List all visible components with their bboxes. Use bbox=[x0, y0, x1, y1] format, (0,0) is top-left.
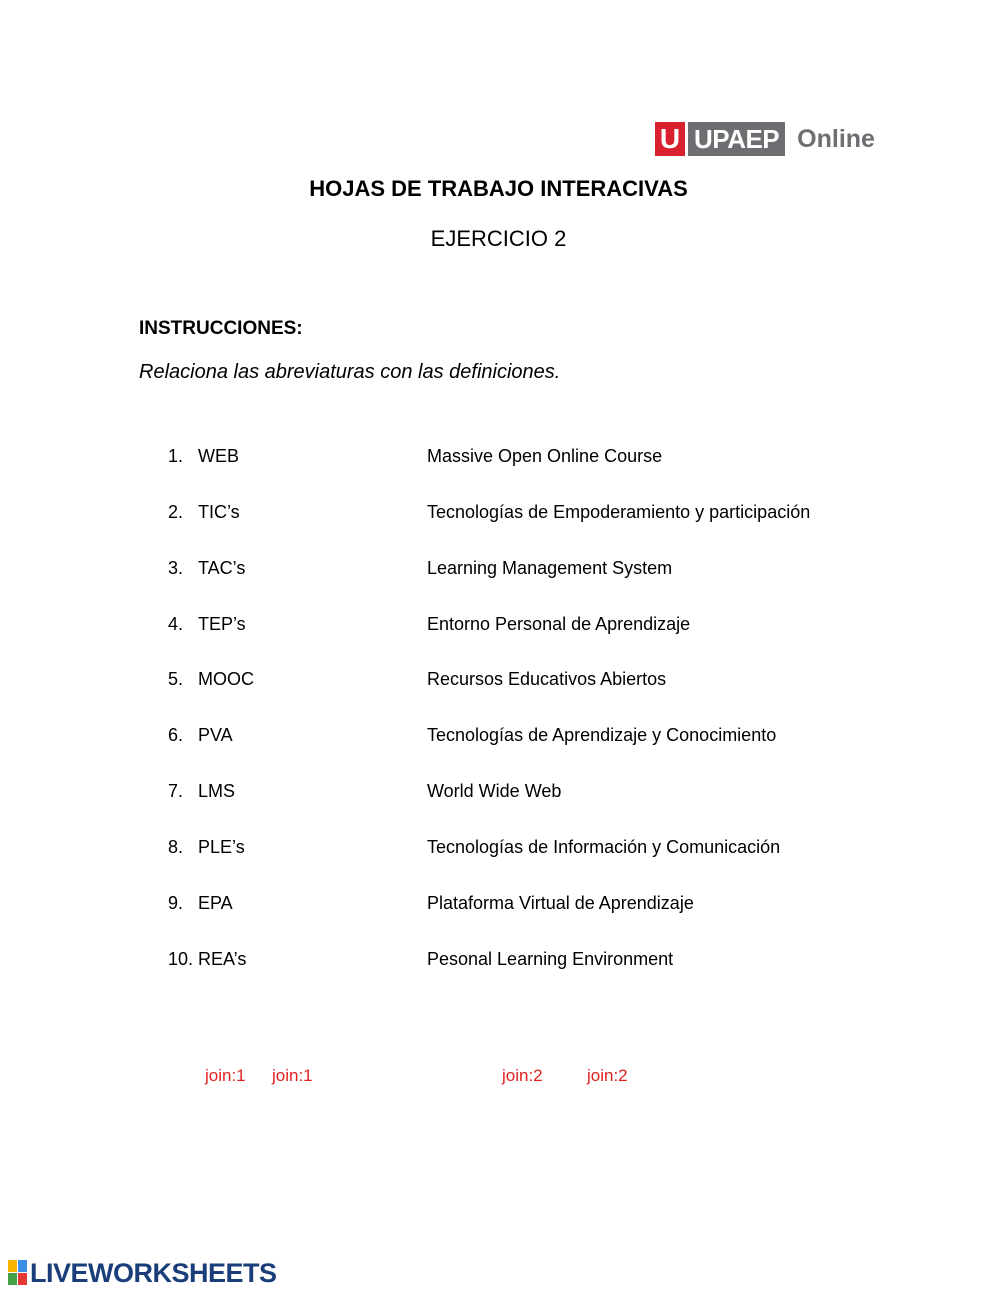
item-definition[interactable]: Learning Management System bbox=[427, 558, 673, 578]
upaep-online-logo bbox=[655, 121, 875, 157]
page-title: HOJAS DE TRABAJO INTERACIVAS bbox=[309, 176, 688, 201]
join-marker: join:1 bbox=[205, 1066, 246, 1085]
instructions-text: Relaciona las abreviaturas con las definiciones. bbox=[139, 361, 561, 383]
item-abbreviation[interactable]: REA’s bbox=[198, 949, 247, 969]
item-abbreviation[interactable]: TEP’s bbox=[198, 614, 246, 634]
item-number: 2. bbox=[168, 502, 184, 522]
item-number: 3. bbox=[168, 558, 184, 578]
join-marker: join:1 bbox=[272, 1066, 313, 1085]
item-number: 9. bbox=[168, 893, 184, 913]
item-definition[interactable]: Massive Open Online Course bbox=[427, 446, 663, 466]
liveworksheets-icon bbox=[8, 1260, 28, 1286]
item-definition[interactable]: Tecnologías de Información y Comunicación bbox=[427, 837, 781, 857]
item-definition[interactable]: Tecnologías de Empoderamiento y participación bbox=[427, 502, 811, 522]
item-number: 7. bbox=[168, 781, 184, 801]
logo-brand: UPAEP bbox=[688, 122, 785, 156]
item-number: 4. bbox=[168, 614, 184, 634]
liveworksheets-wordmark: LIVEWORKSHEETS bbox=[30, 1257, 277, 1288]
item-abbreviation[interactable]: WEB bbox=[198, 446, 240, 466]
item-abbreviation[interactable]: PLE’s bbox=[198, 837, 245, 857]
item-definition[interactable]: Entorno Personal de Aprendizaje bbox=[427, 614, 691, 634]
logo-mark: U bbox=[655, 122, 685, 156]
item-abbreviation[interactable]: MOOC bbox=[198, 669, 254, 689]
item-number: 10. bbox=[168, 949, 194, 969]
item-number: 8. bbox=[168, 837, 184, 857]
liveworksheets-logo bbox=[8, 1258, 277, 1288]
item-abbreviation[interactable]: TIC’s bbox=[198, 502, 240, 522]
item-abbreviation[interactable]: PVA bbox=[198, 725, 233, 745]
item-definition[interactable]: World Wide Web bbox=[427, 781, 562, 801]
item-abbreviation[interactable]: LMS bbox=[198, 781, 236, 801]
item-abbreviation[interactable]: TAC’s bbox=[198, 558, 246, 578]
page-subtitle: EJERCICIO 2 bbox=[430, 226, 567, 251]
item-number: 5. bbox=[168, 669, 184, 689]
join-marker: join:2 bbox=[587, 1066, 628, 1085]
item-number: 6. bbox=[168, 725, 184, 745]
item-definition[interactable]: Tecnologías de Aprendizaje y Conocimiento bbox=[427, 725, 777, 745]
item-definition[interactable]: Plataforma Virtual de Aprendizaje bbox=[427, 893, 694, 913]
item-abbreviation[interactable]: EPA bbox=[198, 893, 233, 913]
logo-suffix: Online bbox=[797, 124, 875, 153]
item-number: 1. bbox=[168, 446, 184, 466]
item-definition[interactable]: Pesonal Learning Environment bbox=[427, 949, 674, 969]
join-marker: join:2 bbox=[502, 1066, 543, 1085]
instructions-heading: INSTRUCCIONES: bbox=[139, 318, 303, 339]
item-definition[interactable]: Recursos Educativos Abiertos bbox=[427, 669, 667, 689]
